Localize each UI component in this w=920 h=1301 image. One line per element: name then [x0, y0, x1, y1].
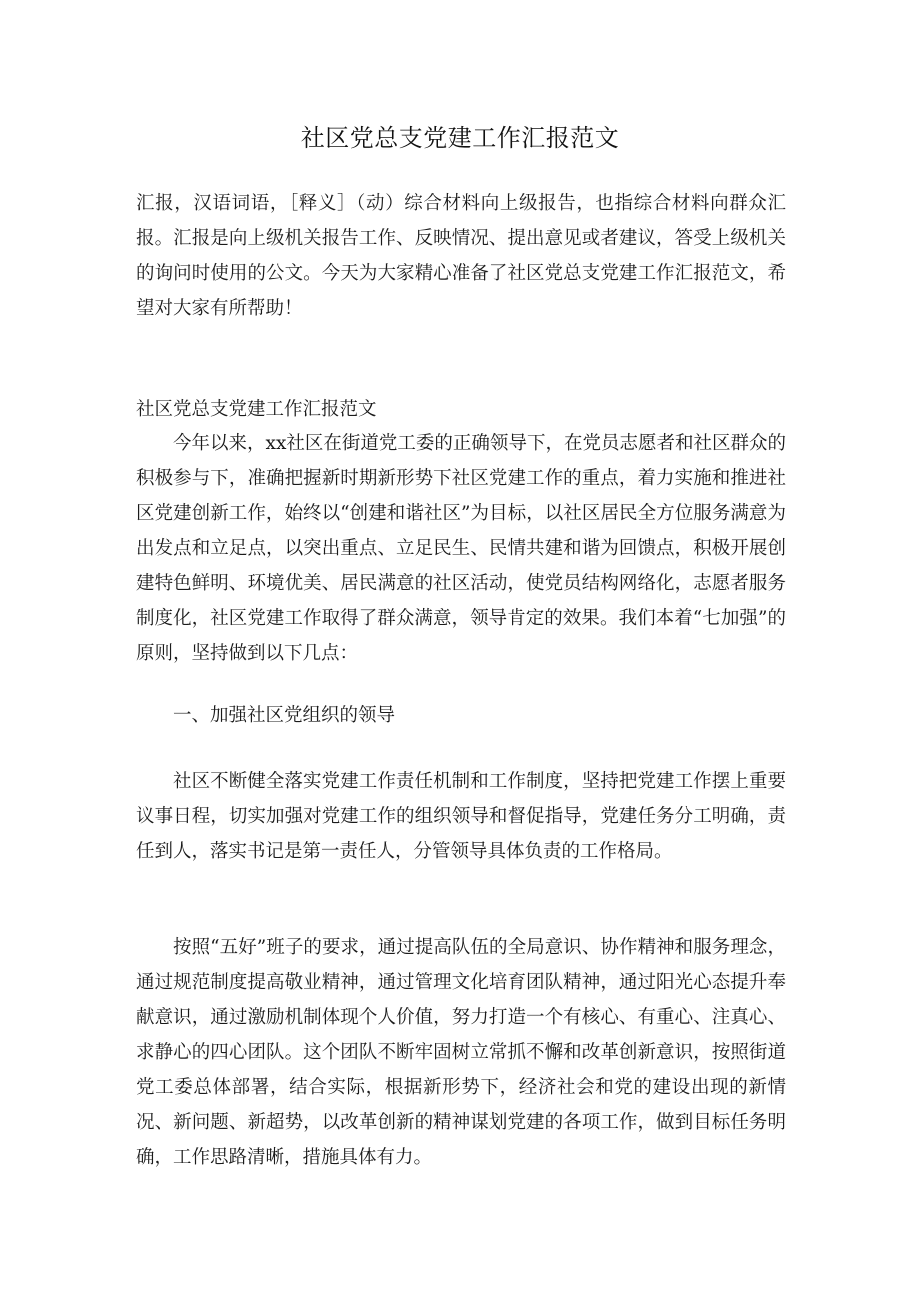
- intro-paragraph: 汇报，汉语词语，［释义］（动）综合材料向上级报告，也指综合材料向群众汇报。汇报是向上级机关报告工作、反映情况、提出意见或者建议，答受上级机关的询问时使用的公文。今天为大家精心准备了社区党总支党建工作汇报范文，希望对大家有所帮助！: [136, 193, 786, 319]
- body-paragraph-1: 今年以来，xx社区在街道党工委的正确领导下，在党员志愿者和社区群众的积极参与下，准确把握新时期新形势下社区党建工作的重点，着力实施和推进社区党建创新工作，始终以“创建和谐社区”为目标，以社区居民全方位服务满意为出发点和立足点，以突出重点、立足民生、民情共建和谐为回馈点，积极开展创建特色鲜明、环境优美、居民满意的社区活动，使党员结构网络化，志愿者服务制度化，社区党建工作取得了群众满意，领导肯定的效果。我们本着“七加强”的原则，坚持做到以下几点：: [136, 433, 786, 664]
- body-paragraph-3: 按照“五好”班子的要求，通过提高队伍的全局意识、协作精神和服务理念，通过规范制度提高敬业精神，通过管理文化培育团队精神，通过阳光心态提升奉献意识，通过激励机制体现个人价值，努力打造一个有核心、有重心、注真心、求静心的四心团队。这个团队不断牢固树立常抓不懈和改革创新意识，按照街道党工委总体部署，结合实际，根据新形势下，经济社会和党的建设出现的新情况、新问题、新超势，以改革创新的精神谋划党建的各项工作，做到目标任务明确，工作思路清晰，措施具体有力。: [136, 937, 786, 1168]
- section-subtitle: 社区党总支党建工作汇报范文: [136, 399, 377, 420]
- document-title: 社区党总支党建工作汇报范文: [300, 124, 620, 152]
- body-paragraph-2: 社区不断健全落实党建工作责任机制和工作制度，坚持把党建工作摆上重要议事日程，切实加强对党建工作的组织领导和督促指导，党建任务分工明确，责任到人，落实书记是第一责任人，分管领导具体负责的工作格局。: [136, 771, 786, 862]
- section-heading-1: 一、加强社区党组织的领导: [173, 705, 396, 726]
